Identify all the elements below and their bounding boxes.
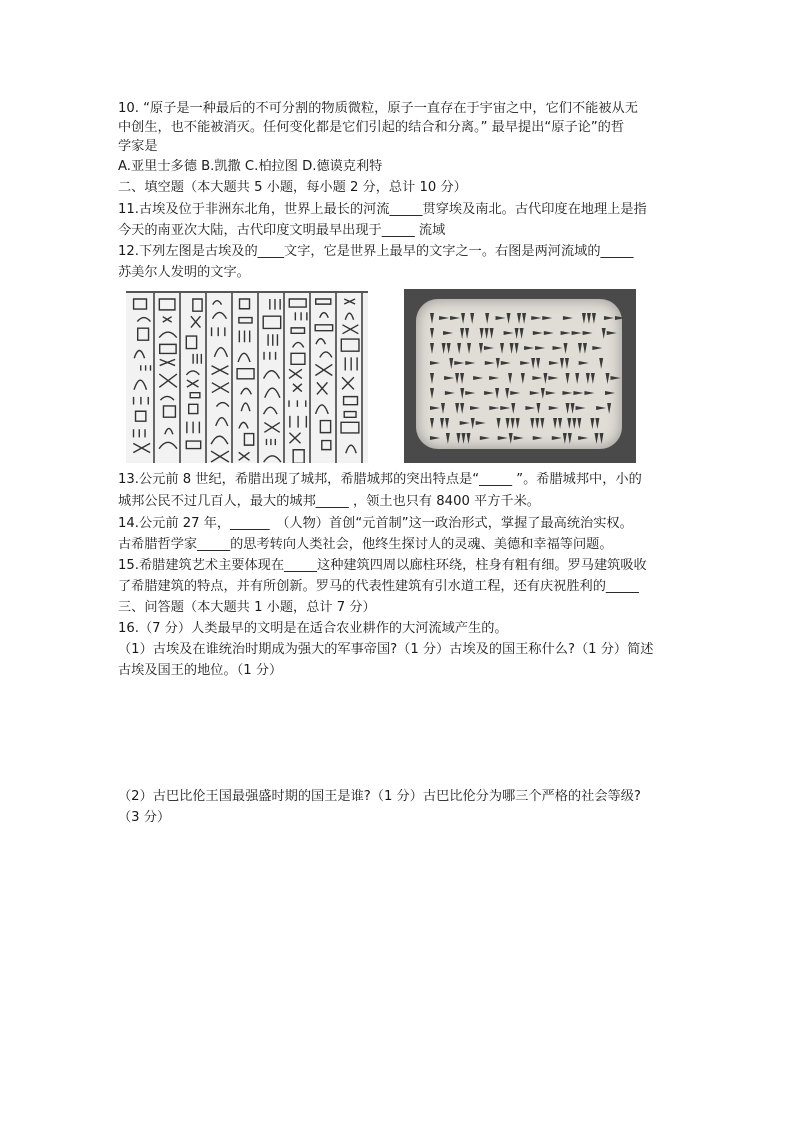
q14-line-2: 古希腊哲学家_____的思考转向人类社会，他终生探讨人的灵魂、美德和幸福等问题。: [118, 537, 613, 552]
q10-line-1: 10. “原子是一种最后的不可分割的物质微粒，原子一直存在于宇宙之中，它们不能被从无: [118, 101, 638, 116]
q12-line-1: 12.下列左图是古埃及的____文字，它是世界上最早的文字之一。右图是两河流域的_____: [118, 244, 634, 259]
q14-line-1: 14.公元前 27 年，______ （人物）首创“元首制”这一政治形式，掌握了最高统治实权。: [118, 516, 633, 531]
hieroglyph-image: [126, 291, 368, 463]
clay-tablet: [416, 299, 622, 449]
section-3-heading: 三、问答题（本大题共 1 小题，总计 7 分）: [118, 600, 376, 615]
q11-line-1: 11.古埃及位于非洲东北角，世界上最长的河流_____贯穿埃及南北。古代印度在地理上是指: [118, 202, 647, 217]
q13-line-2: 城邦公民不过几百人，最大的城邦_____ ，领土也只有 8400 平方千米。: [118, 494, 540, 509]
q15-line-2: 了希腊建筑的特点，并有所创新。罗马的代表性建筑有引水道工程，还有庆祝胜利的_____: [118, 579, 639, 594]
q15-line-1: 15.希腊建筑艺术主要体现在_____这种建筑四周以廊柱环绕，柱身有粗有细。罗马建筑吸收: [118, 558, 647, 573]
q13-line-1: 13.公元前 8 世纪，希腊出现了城邦，希腊城邦的突出特点是“_____ ”。希腊城邦中，小的: [118, 472, 642, 487]
cuneiform-tablet-image: [404, 289, 636, 463]
q16-part2-line-2: （3 分）: [118, 810, 171, 825]
q10-line-3: 学家是: [118, 139, 158, 154]
q16-part1-line-2: 古埃及国王的地位。（1 分）: [118, 663, 283, 678]
q16-intro: 16.（7 分）人类最早的文明是在适合农业耕作的大河流域产生的。: [118, 621, 508, 636]
q10-options: A.亚里士多德 B.凯撒 C.柏拉图 D.德谟克利特: [118, 159, 383, 174]
q11-line-2: 今天的南亚次大陆，古代印度文明最早出现于_____ 流域: [118, 223, 446, 238]
section-2-heading: 二、填空题（本大题共 5 小题，每小题 2 分，总计 10 分）: [118, 180, 467, 195]
q10-line-2: 中创生，也不能被消灭。任何变化都是它们引起的结合和分离。” 最早提出“原子论”的哲: [118, 120, 625, 135]
q12-line-2: 苏美尔人发明的文字。: [118, 265, 250, 280]
q16-part1-line-1: （1）古埃及在谁统治时期成为强大的军事帝国?（1 分）古埃及的国王称什么?（1 分）简述: [118, 642, 654, 657]
q16-part2-line-1: （2）古巴比伦王国最强盛时期的国王是谁?（1 分）古巴比伦分为哪三个严格的社会等级?: [118, 789, 641, 804]
writing-images: [126, 289, 636, 463]
